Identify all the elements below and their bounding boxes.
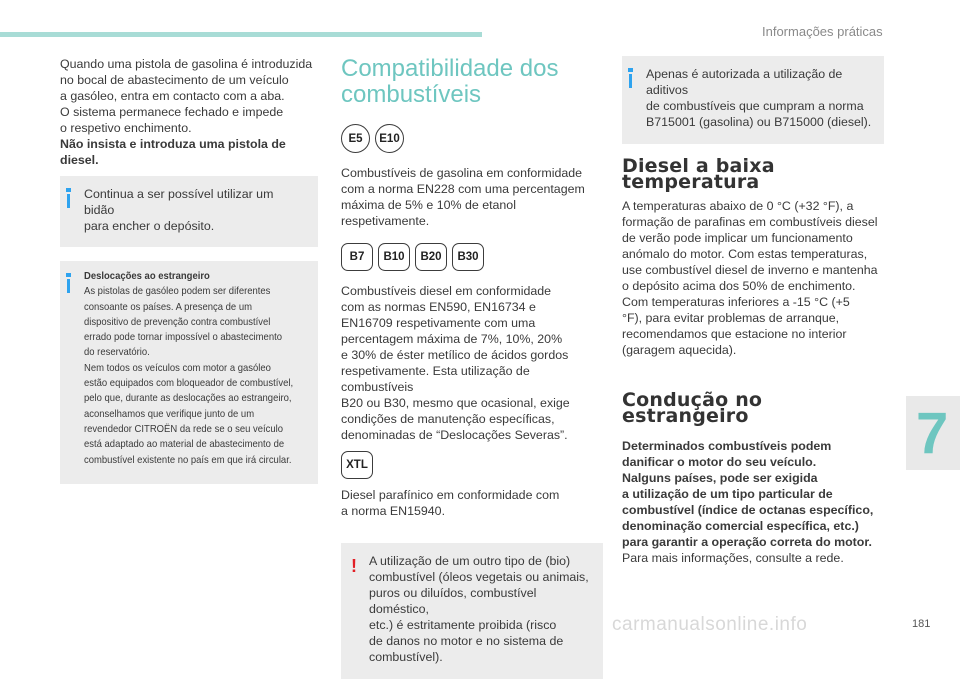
- text-line: formação de parafinas em combustíveis diesel: [622, 215, 878, 229]
- xtl-label-badges: [341, 451, 603, 479]
- warning-line: etc.) é estritamente proibida (risco: [369, 618, 557, 632]
- bold-line: danificar o motor do seu veículo.: [622, 455, 817, 469]
- info-line: revendedor CITROËN da rede se o seu veículo: [84, 423, 284, 435]
- info-line: Continua a ser possível utilizar um bidão: [84, 187, 274, 217]
- cold-paragraph: [622, 198, 884, 358]
- section-heading-compatibility: [341, 56, 603, 108]
- bold-line: combustível (índice de octanas específico,: [622, 503, 874, 517]
- info-line: do reservatório.: [84, 347, 150, 359]
- bold-line: denominação comercial específica, etc.): [622, 519, 859, 533]
- text-line: EN16709 respetivamente com uma: [341, 316, 536, 330]
- info-line: Nem todos os veículos com motor a gasóleo: [84, 362, 271, 374]
- text-line: B20 ou B30, mesmo que ocasional, exige: [341, 396, 570, 410]
- column-left: [60, 56, 318, 484]
- warning-line: combustível).: [369, 650, 443, 664]
- text-line: com as normas EN590, EN16734 e: [341, 300, 536, 314]
- info-box-travel-abroad: [60, 261, 318, 484]
- bold-line: Determinados combustíveis podem: [622, 439, 832, 453]
- abroad-paragraph: [622, 438, 884, 566]
- info-line: consoante os países. A presença de um: [84, 301, 253, 313]
- warning-line: de danos no motor e no sistema de: [369, 634, 564, 648]
- watermark: carmanualsonline.info: [612, 614, 808, 635]
- fuel-badge-e10: E10: [375, 124, 404, 153]
- text-line: (garagem aquecida).: [622, 343, 737, 357]
- intro-line: a gasóleo, entra em contacto com a aba.: [60, 89, 285, 103]
- intro-line: Quando uma pistola de gasolina é introduzida: [60, 57, 313, 71]
- text-line: máxima de 5% e 10% de etanol: [341, 198, 516, 212]
- header-accent-bar: [0, 32, 482, 37]
- text-line: a norma EN15940.: [341, 504, 446, 518]
- petrol-paragraph: [341, 165, 603, 229]
- text-line: recomendamos que estacione no interior: [622, 327, 847, 341]
- text-line: respetivamente. Esta utilização de combustíveis: [341, 364, 530, 394]
- warning-line: combustível (óleos vegetais ou animais,: [369, 570, 589, 584]
- heading-line: Compatibilidade dos: [341, 55, 559, 82]
- text-line: o depósito acima dos 50% de enchimento.: [622, 279, 856, 293]
- page-number: 181: [912, 618, 931, 630]
- text-line: A temperaturas abaixo de 0 °C (+32 °F), a: [622, 199, 854, 213]
- text-line: Com temperaturas inferiores a -15 °C (+5: [622, 295, 850, 309]
- text-line: denominadas de “Deslocações Severas”.: [341, 428, 568, 442]
- heading-driving-abroad: Condução no estrangeiro: [622, 389, 763, 427]
- text-line: °F), para evitar problemas de arranque,: [622, 311, 840, 325]
- fuel-badge-b30: B30: [452, 243, 484, 271]
- info-small-text: [84, 269, 334, 468]
- fuel-badge-b20: B20: [415, 243, 447, 271]
- intro-line: o respetivo enchimento.: [60, 121, 192, 135]
- heading-diesel-low-temperature: Diesel a baixa temperatura: [622, 155, 775, 193]
- column-middle: [341, 56, 603, 679]
- fuel-badge-b7: B7: [341, 243, 373, 271]
- warning-line: A utilização de um outro tipo de (bio): [369, 554, 571, 568]
- info-line: B715001 (gasolina) ou B715000 (diesel).: [646, 115, 872, 129]
- text-line: com a norma EN228 com uma percentagem: [341, 182, 585, 196]
- info-line: de combustíveis que cumpram a norma: [646, 99, 864, 113]
- text-line: percentagem máxima de 7%, 10%, 20%: [341, 332, 563, 346]
- text-line: anómalo do motor. Com estas temperaturas,: [622, 247, 868, 261]
- chapter-number: 7: [916, 401, 949, 466]
- info-line: As pistolas de gasóleo podem ser diferentes: [84, 286, 271, 298]
- info-line: está adaptado ao material de abastecimento de: [84, 439, 285, 451]
- warning-line: puros ou diluídos, combustível doméstico,: [369, 586, 537, 616]
- info-box-additives: [622, 56, 884, 144]
- warning-box-fuel: [341, 543, 603, 679]
- info-line: aconselhamos que verifique junto de um: [84, 408, 255, 420]
- bold-line: para garantir a operação correta do motor.: [622, 535, 872, 549]
- diesel-label-badges: [341, 243, 603, 271]
- text-line: condições de manutenção específicas,: [341, 412, 555, 426]
- column-right: [622, 56, 884, 566]
- text-line: e 30% de éster metílico de ácidos gordos: [341, 348, 569, 362]
- info-title: Deslocações ao estrangeiro: [84, 271, 210, 282]
- text-line: Combustíveis de gasolina em conformidade: [341, 166, 583, 180]
- intro-paragraph: [60, 56, 318, 168]
- info-line: errado pode tornar impossível o abastecimento: [84, 332, 283, 344]
- intro-bold-line: diesel.: [60, 153, 99, 167]
- xtl-paragraph: [341, 487, 603, 519]
- warning-icon: !: [351, 556, 357, 576]
- intro-line: O sistema permanece fechado e impede: [60, 105, 284, 119]
- info-line: estão equipados com bloqueador de combustível,: [84, 378, 294, 390]
- fuel-badge-b10: B10: [378, 243, 410, 271]
- diesel-paragraph: [341, 283, 603, 443]
- info-line: Apenas é autorizada a utilização de aditivos: [646, 67, 843, 97]
- info-line: para encher o depósito.: [84, 219, 215, 233]
- info-line: pelo que, durante as deslocações ao estrangeiro,: [84, 393, 292, 405]
- petrol-label-badges: [341, 124, 603, 153]
- intro-bold-line: Não insista e introduza uma pistola de: [60, 137, 286, 151]
- text-line: respetivamente.: [341, 214, 430, 228]
- info-box-canister: [60, 176, 318, 247]
- bold-line: Nalguns países, pode ser exigida: [622, 471, 818, 485]
- text-line: Diesel parafínico em conformidade com: [341, 488, 560, 502]
- info-line: dispositivo de prevenção contra combustível: [84, 316, 271, 328]
- chapter-tab: [906, 396, 960, 470]
- fuel-badge-e5: E5: [341, 124, 370, 153]
- text-line: Para mais informações, consulte a rede.: [622, 551, 844, 565]
- heading-line: combustíveis: [341, 81, 482, 108]
- text-line: de verão pode implicar um funcionamento: [622, 231, 853, 245]
- fuel-badge-xtl: XTL: [341, 451, 373, 479]
- intro-line: no bocal de abastecimento de um veículo: [60, 73, 289, 87]
- text-line: Combustíveis diesel em conformidade: [341, 284, 552, 298]
- section-title: Informações práticas: [762, 24, 883, 39]
- bold-line: a utilização de um tipo particular de: [622, 487, 833, 501]
- text-line: use combustível diesel de inverno e mantenha: [622, 263, 878, 277]
- info-line: combustível existente no país em que irá circular.: [84, 454, 292, 466]
